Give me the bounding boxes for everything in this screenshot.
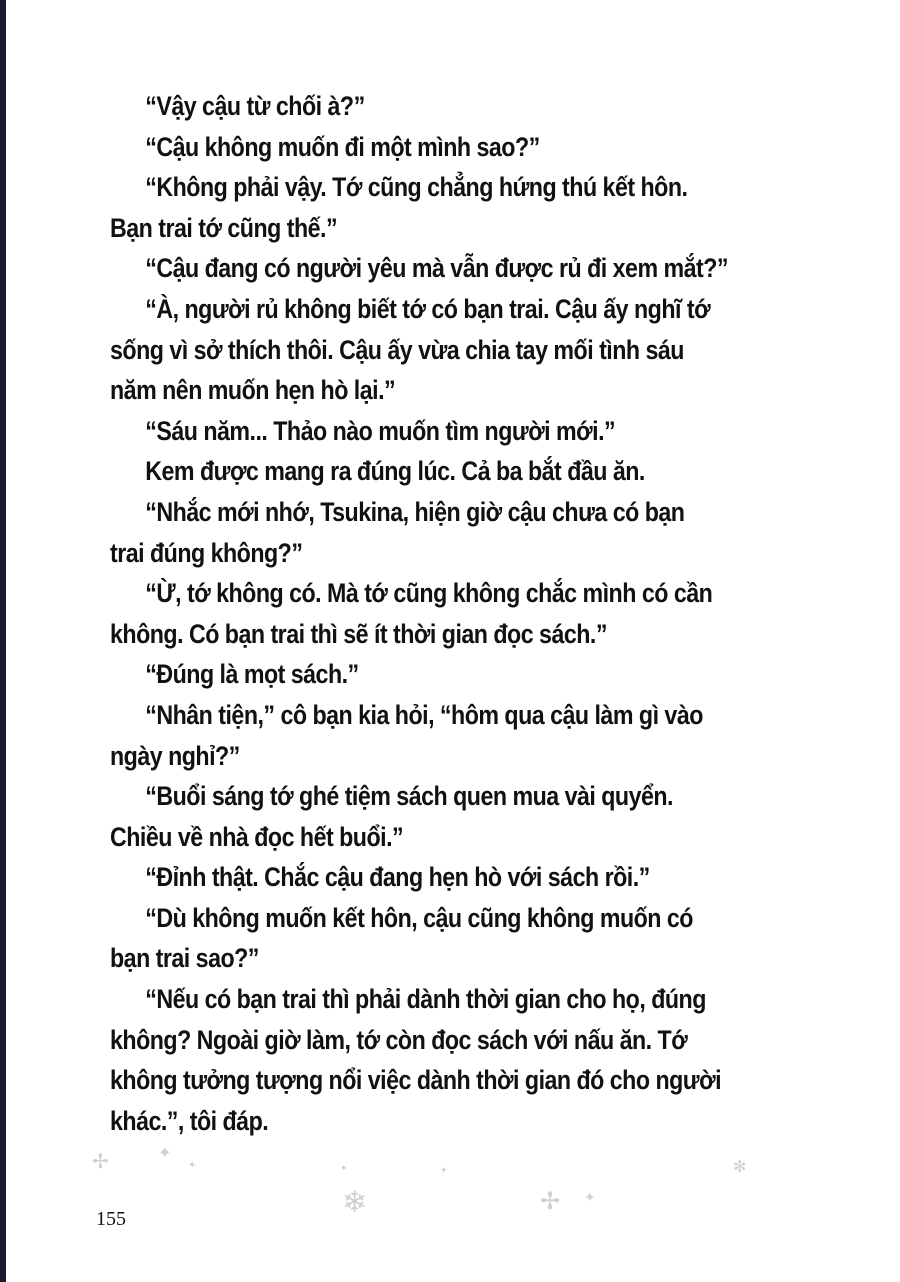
text-line: “Không phải vậy. Tớ cũng chẳng hứng thú kết hôn. [145, 172, 688, 203]
text-line: “Cậu đang có người yêu mà vẫn được rủ đi xem mắt?” [145, 253, 729, 284]
diamond-sparkle-icon: ✦ [158, 1145, 172, 1162]
cross-sparkle-icon: ✢ [540, 1188, 561, 1215]
page-number: 155 [96, 1208, 126, 1230]
text-line: “Nhân tiện,” cô bạn kia hỏi, “hôm qua cậu làm gì vào [145, 699, 703, 730]
diamond-sparkle-icon: ✦ [340, 1163, 348, 1173]
text-line: ngày nghỉ?” [110, 740, 240, 771]
diamond-sparkle-icon: ✦ [188, 1160, 197, 1171]
diamond-sparkle-icon: ✦ [584, 1189, 596, 1205]
cross-sparkle-icon: ✢ [92, 1151, 109, 1173]
text-line: “Nếu có bạn trai thì phải dành thời gian cho họ, đúng [145, 984, 706, 1015]
text-line: trai đúng không?” [110, 537, 303, 568]
text-line: “Nhắc mới nhớ, Tsukina, hiện giờ cậu chưa có bạn [145, 496, 685, 527]
text-line: “Vậy cậu từ chối à?” [145, 91, 365, 121]
text-line: “À, người rủ không biết tớ có bạn trai. Cậu ấy nghĩ tớ [145, 293, 711, 324]
asterisk-sparkle-icon: ✻ [733, 1159, 747, 1176]
text-line: Kem được mang ra đúng lúc. Cả ba bắt đầu ăn. [145, 456, 645, 487]
book-page-text [110, 86, 810, 1141]
text-line: “Đúng là mọt sách.” [145, 659, 359, 690]
snowflake-icon: ❄ [342, 1186, 368, 1219]
text-line: “Đỉnh thật. Chắc cậu đang hẹn hò với sách rồi.” [145, 862, 650, 893]
text-line: không. Có bạn trai thì sẽ ít thời gian đọc sách.” [110, 618, 607, 649]
text-line: Bạn trai tớ cũng thế.” [110, 212, 338, 243]
text-line: không tưởng tượng nổi việc dành thời gian đó cho người [110, 1065, 722, 1096]
text-line: “Dù không muốn kết hôn, cậu cũng không muốn có [145, 902, 693, 933]
text-line: khác.”, tôi đáp. [110, 1105, 269, 1136]
text-line: “Sáu năm... Thảo nào muốn tìm người mới.” [145, 415, 616, 446]
text-line: Chiều về nhà đọc hết buổi.” [110, 821, 404, 852]
text-line: “Buổi sáng tớ ghé tiệm sách quen mua vài quyển. [145, 781, 673, 812]
text-line: “Cậu không muốn đi một mình sao?” [145, 131, 540, 162]
diamond-sparkle-icon: ✦ [440, 1165, 448, 1175]
text-line: “Ừ, tớ không có. Mà tớ cũng không chắc mình có cần [145, 578, 713, 609]
text-line: sống vì sở thích thôi. Cậu ấy vừa chia tay mối tình sáu [110, 334, 684, 365]
text-line: bạn trai sao?” [110, 943, 259, 974]
page-left-border [0, 0, 6, 1282]
text-line: năm nên muốn hẹn hò lại.” [110, 375, 396, 406]
text-line: không? Ngoài giờ làm, tớ còn đọc sách với nấu ăn. Tớ [110, 1024, 688, 1055]
